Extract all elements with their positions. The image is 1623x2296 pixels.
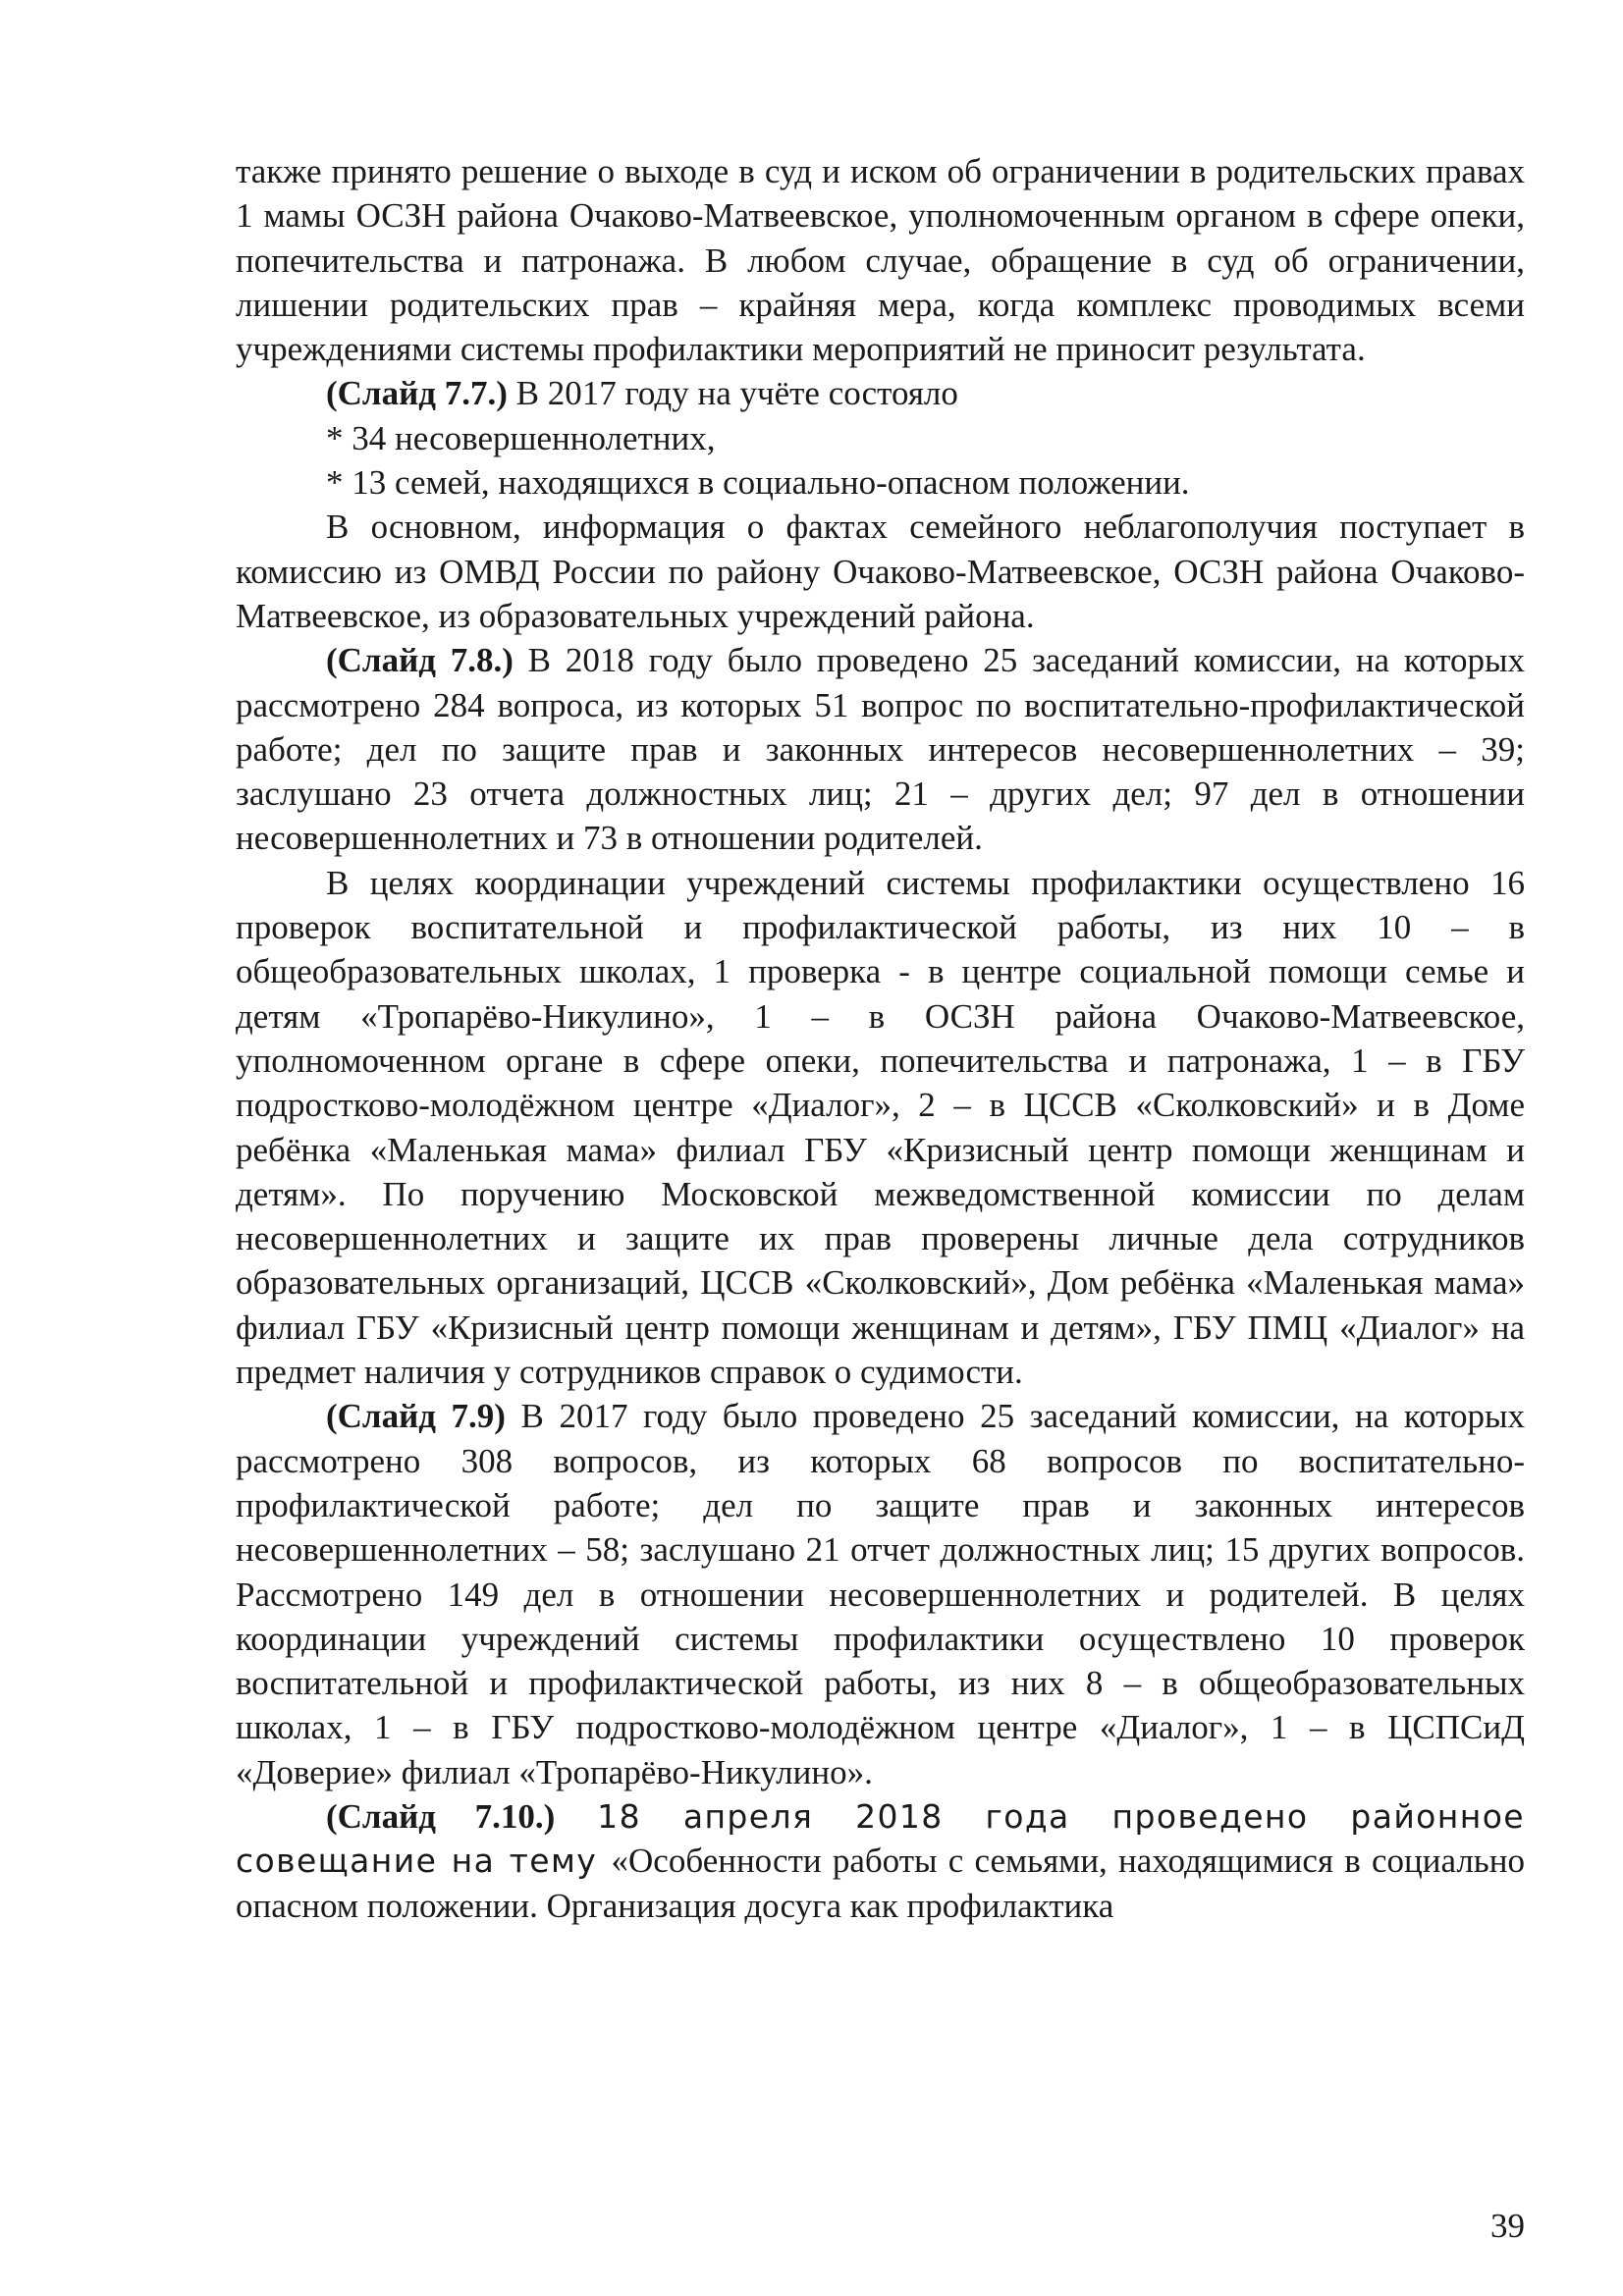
paragraph-slide-7-9-text: В 2017 году было проведено 25 заседаний комиссии, на которых рассмотрено 308 вопросов, из которых 68 вопросов по воспитательно-профилактической работе; дел по защите прав и законных интересов несовершеннолетних – 58; заслушано 21 отчет должностных лиц; 15 других вопросов. Рассмотрено 149 дел в отношении несовершеннолетних и родителей. В целях координации учреждений системы профилактики осуществлено 10 проверок воспитательной и профилактической работы, из них 8 – в общеобразовательных школах, 1 – в ГБУ подростково-молодёжном центре «Диалог», 1 – в ЦСПСиД «Доверие» филиал «Тропарёво-Никулино». [236,1397,1525,1791]
bullet-families: * 13 семей, находящихся в социально-опасном положении. [326,463,1190,503]
paragraph-slide-7-10 [236,1794,1525,1928]
document-body [236,149,1525,1928]
paragraph-information-sources: В основном, информация о фактах семейного неблагополучия поступает в комиссию из ОМВД России по району Очаково-Матвеевское, ОСЗН района Очаково-Матвеевское, из образовательных учреждений района. [236,507,1525,635]
paragraph-slide-7-8-text: В 2018 году было проведено 25 заседаний комиссии, на которых рассмотрено 284 вопроса, из которых 51 вопрос по воспитательно-профилактической работе; дел по защите прав и законных интересов несовершеннолетних – 39; заслушано 23 отчета должностных лиц; 21 – других дел; 97 дел в отношении несовершеннолетних и 73 в отношении родителей. [236,641,1525,858]
slide-ref-7-7: (Слайд 7.7.) [326,374,508,413]
paragraph-slide-7-7-text: В 2017 году на учёте состояло [507,374,958,413]
paragraph-slide-7-9 [236,1394,1525,1794]
paragraph-slide-7-7 [236,371,1525,415]
page-number: 39 [1490,2207,1525,2245]
paragraph-inspections: В целях координации учреждений системы профилактики осуществлено 16 проверок воспитательной и профилактической работы, из них 10 – в общеобразовательных школах, 1 проверка - в центре социальной помощи семье и детям «Тропарёво-Никулино», 1 – в ОСЗН района Очаково-Матвеевское, уполномоченном органе в сфере опеки, попечительства и патронажа, 1 – в ГБУ подростково-молодёжном центре «Диалог», 2 – в ЦССВ «Сколковский» и в Доме ребёнка «Маленькая мама» филиал ГБУ «Кризисный центр помощи женщинам и детям». По поручению Московской межведомственной комиссии по делам несовершеннолетних и защите их прав проверены личные дела сотрудников образовательных организаций, ЦССВ «Сколковский», Дом ребёнка «Маленькая мама» филиал ГБУ «Кризисный центр помощи женщинам и детям», ГБУ ПМЦ «Диалог» на предмет наличия у сотрудников справок о судимости. [236,863,1525,1392]
paragraph-1: также принято решение о выходе в суд и иском об ограничении в родительских правах 1 мамы ОСЗН района Очаково-Матвеевское, уполномоченным органом в сфере опеки, попечительства и патронажа. В любом случае, обращение в суд об ограничении, лишении родительских прав – крайняя мера, когда комплекс проводимых всеми учреждениями системы профилактики мероприятий не приносит результата. [236,152,1525,369]
paragraph-slide-7-10-text: «Особенности работы с семьями, находящимися в социально опасном положении. Организация досуга как профилактика [236,1842,1525,1925]
paragraph-slide-7-10-sans: 18 апреля 2018 года проведено районное совещание на тему [236,1796,1525,1881]
slide-ref-7-10: (Слайд 7.10.) [326,1796,556,1836]
slide-ref-7-9: (Слайд 7.9) [326,1397,506,1436]
slide-ref-7-8: (Слайд 7.8.) [326,641,514,680]
bullet-minors: * 34 несовершеннолетних, [326,418,716,457]
paragraph-slide-7-8 [236,638,1525,860]
